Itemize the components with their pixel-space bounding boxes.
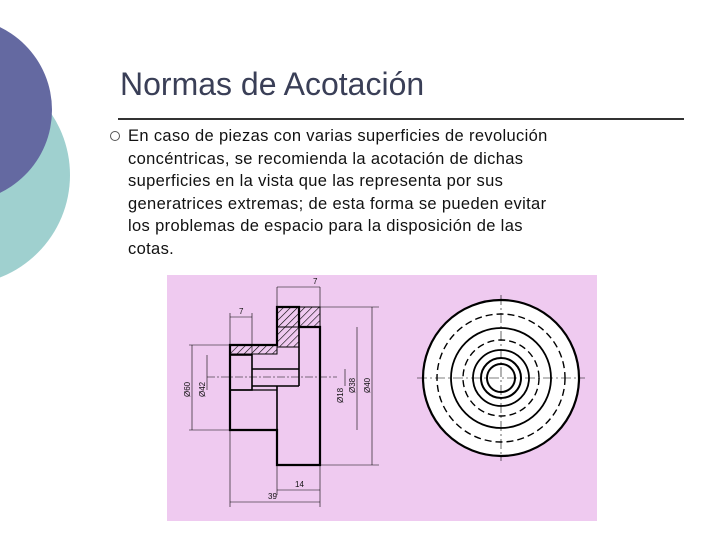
dim-label-d40: Ø40 bbox=[363, 377, 372, 393]
dim-label-7: 7 bbox=[239, 307, 244, 316]
bullet-paragraph bbox=[128, 125, 688, 260]
dim-label-39: 39 bbox=[268, 492, 277, 501]
dim-label-d60: Ø60 bbox=[183, 381, 192, 397]
paragraph-line: superficies en la vista que las representa por sus bbox=[128, 172, 504, 190]
decorative-sidebar bbox=[0, 0, 80, 290]
front-view bbox=[417, 295, 585, 461]
drawing-svg bbox=[167, 275, 597, 521]
technical-drawing bbox=[167, 275, 597, 521]
dim-label-14: 14 bbox=[295, 480, 304, 489]
paragraph-line: cotas. bbox=[128, 239, 175, 258]
hatch-mid bbox=[277, 327, 299, 347]
bore-rect bbox=[230, 355, 252, 390]
dim-label-d18: Ø18 bbox=[336, 387, 345, 403]
hatch-left bbox=[230, 345, 277, 354]
paragraph-line: los problemas de espacio para la disposición de las bbox=[128, 217, 523, 235]
title-underline bbox=[118, 118, 684, 120]
dim-label-d38: Ø38 bbox=[348, 377, 357, 393]
dim-label-d42: Ø42 bbox=[198, 381, 207, 397]
slide-title: Normas de Acotación bbox=[120, 66, 425, 102]
dim-label-top-7: 7 bbox=[313, 277, 318, 286]
paragraph-line: generatrices extremas; de esta forma se pueden evitar bbox=[128, 194, 547, 213]
paragraph-line: En caso de piezas con varias superficies de revolución bbox=[128, 127, 548, 145]
paragraph-line: concéntricas, se recomienda la acotación de dichas bbox=[128, 149, 524, 168]
bullet-marker-icon bbox=[110, 131, 120, 141]
outer-circle bbox=[423, 300, 579, 456]
